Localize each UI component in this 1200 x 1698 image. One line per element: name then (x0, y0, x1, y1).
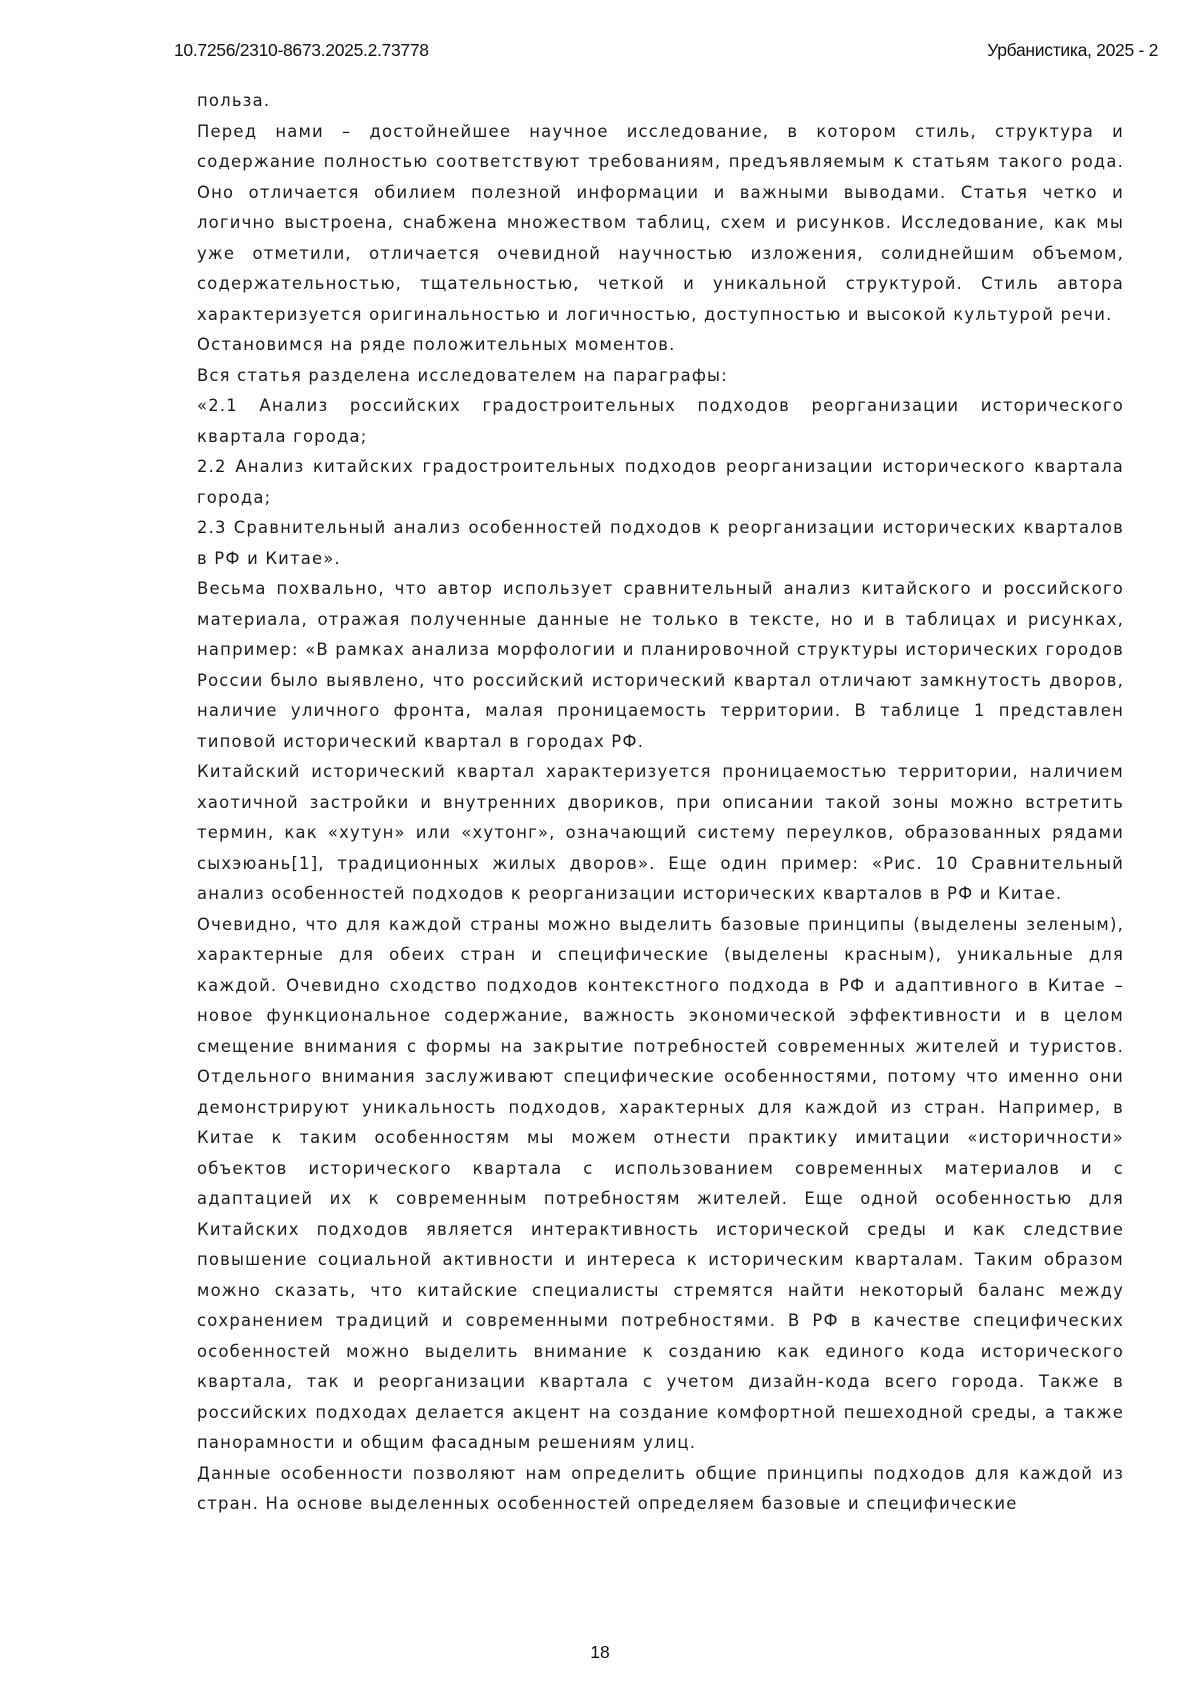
article-body (197, 86, 1124, 1520)
doi-label: 10.7256/2310-8673.2025.2.73778 (174, 40, 429, 61)
paragraph: Очевидно, что для каждой страны можно выделить базовые принципы (выделены зеленым), характерные для обеих стран и специфические (выделены красным), уникальные для каждой. Очевидно сходство подходов контекстного подхода в РФ и адаптивного в Китае – новое функциональное содержание, важность экономической эффективности и в целом смещение внимания с формы на закрытие потребностей современных жителей и туристов. Отдельного внимания заслуживают специфические особенностями, потому что именно они демонстрируют уникальность подходов, характерных для каждой из стран. Например, в Китае к таким особенностям мы можем отнести практику имитации «историчности» объектов исторического квартала с использованием современных материалов и с адаптацией их к современным потребностям жителей. Еще одной особенностью для Китайских подходов является интерактивность исторической среды и как следствие повышение социальной активности и интереса к историческим кварталам. Таким образом можно сказать, что китайские специалисты стремятся найти некоторый баланс между сохранением традиций и современными потребностями. В РФ в качестве специфических особенностей можно выделить внимание к созданию как единого кода исторического квартала, так и реорганизации квартала с учетом дизайн-кода всего города. Также в российских подходах делается акцент на создание комфортной пешеходной среды, а также панорамности и общим фасадным решениям улиц. (197, 910, 1124, 1459)
journal-label: Урбанистика, 2025 - 2 (987, 40, 1158, 61)
paragraph: Данные особенности позволяют нам определить общие принципы подходов для каждой из стран. На основе выделенных особенностей определяем базовые и специфические (197, 1459, 1124, 1520)
page-header (174, 36, 1158, 64)
page-footer (0, 1642, 1200, 1663)
paragraph: «2.1 Анализ российских градостроительных подходов реорганизации исторического квартала города; (197, 391, 1124, 452)
paragraph: Остановимся на ряде положительных моментов. (197, 330, 1124, 361)
paragraph: Вся статья разделена исследователем на параграфы: (197, 361, 1124, 392)
paragraph: 2.3 Сравнительный анализ особенностей подходов к реорганизации исторических кварталов в РФ и Китае». (197, 513, 1124, 574)
page-number: 18 (590, 1642, 609, 1662)
paragraph: польза. (197, 86, 1124, 117)
paragraph: 2.2 Анализ китайских градостроительных подходов реорганизации исторического квартала города; (197, 452, 1124, 513)
paragraph: Весьма похвально, что автор использует сравнительный анализ китайского и российского материала, отражая полученные данные не только в тексте, но и в таблицах и рисунках, например: «В рамках анализа морфологии и планировочной структуры исторических городов России было выявлено, что российский исторический квартал отличают замкнутость дворов, наличие уличного фронта, малая проницаемость территории. В таблице 1 представлен типовой исторический квартал в городах РФ. (197, 574, 1124, 757)
paragraph: Перед нами – достойнейшее научное исследование, в котором стиль, структура и содержание полностью соответствуют требованиям, предъявляемым к статьям такого рода. Оно отличается обилием полезной информации и важными выводами. Статья четко и логично выстроена, снабжена множеством таблиц, схем и рисунков. Исследование, как мы уже отметили, отличается очевидной научностью изложения, солиднейшим объемом, содержательностью, тщательностью, четкой и уникальной структурой. Стиль автора характеризуется оригинальностью и логичностью, доступностью и высокой культурой речи. (197, 117, 1124, 331)
paragraph: Китайский исторический квартал характеризуется проницаемостью территории, наличием хаотичной застройки и внутренних двориков, при описании такой зоны можно встретить термин, как «хутун» или «хутонг», означающий систему переулков, образованных рядами сыхэюань[1], традиционных жилых дворов». Еще один пример: «Рис. 10 Сравнительный анализ особенностей подходов к реорганизации исторических кварталов в РФ и Китае. (197, 757, 1124, 910)
